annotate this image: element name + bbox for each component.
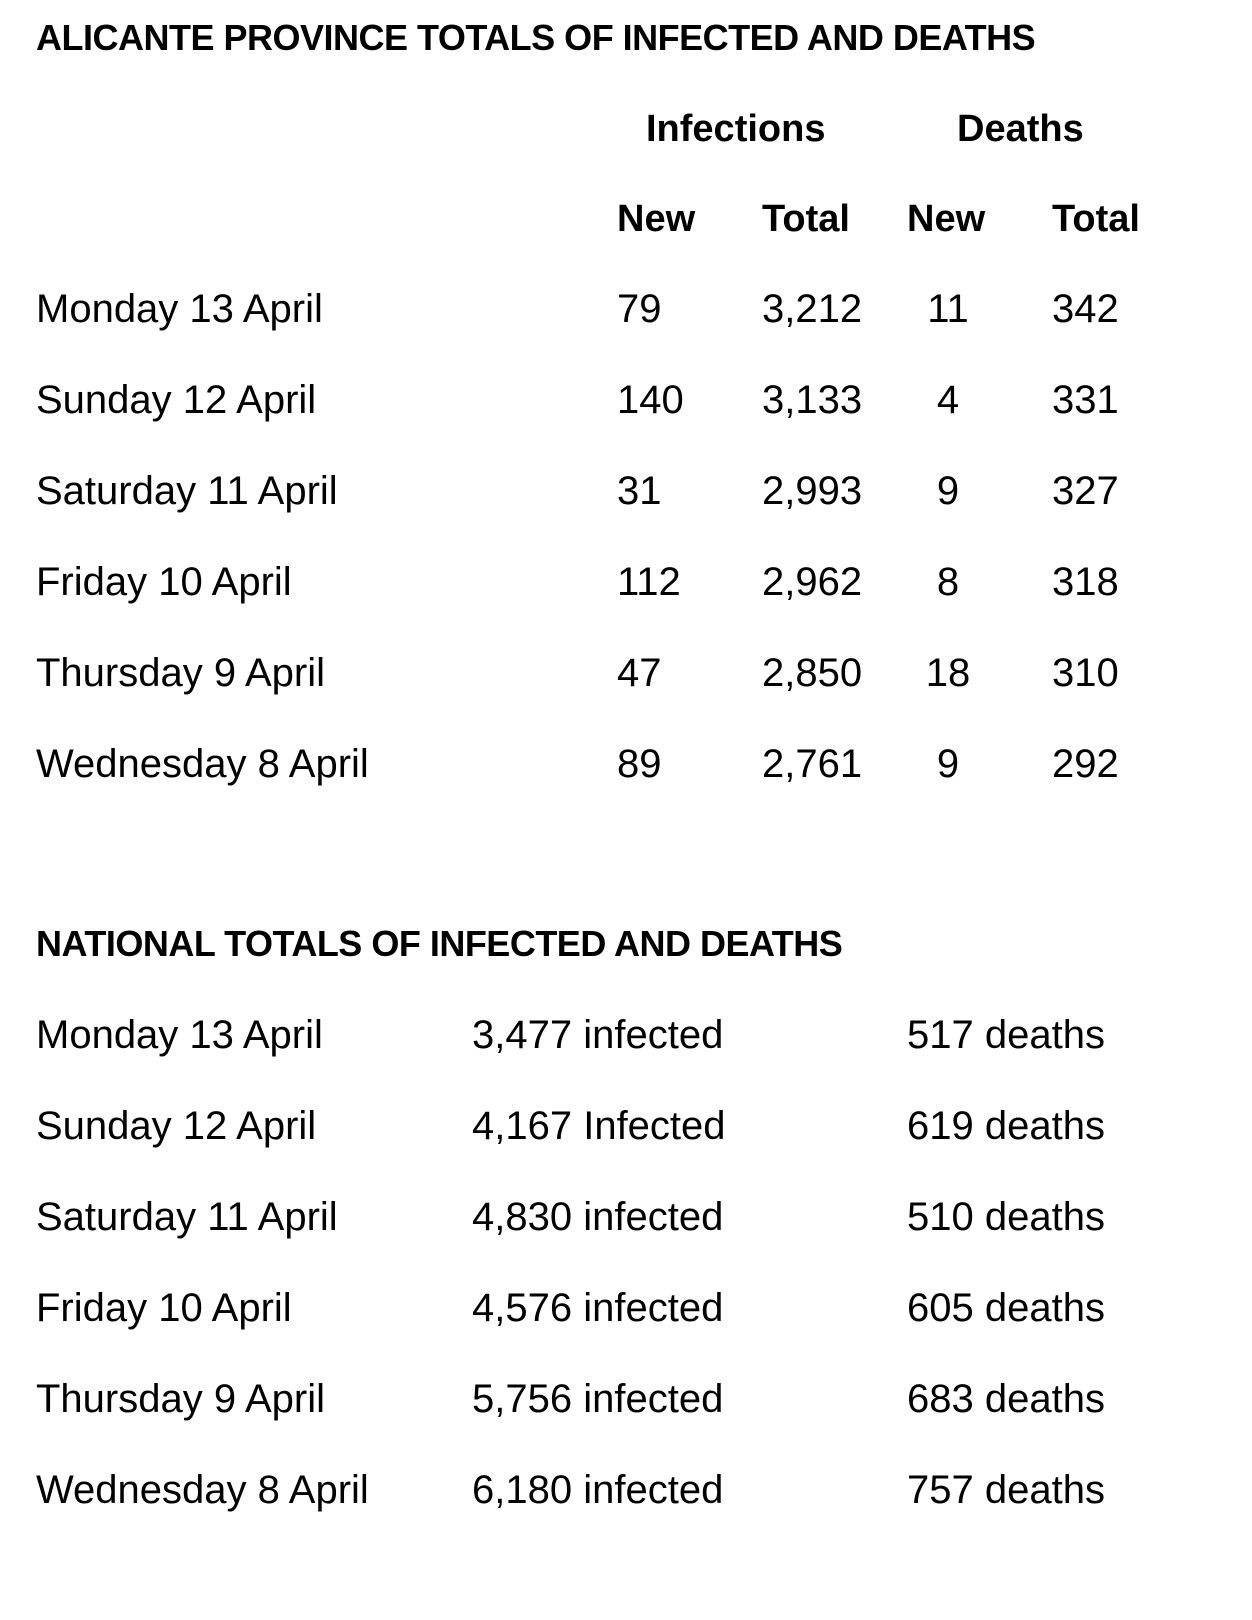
province-row-inf-total: 3,133 [762, 378, 863, 422]
deaths-total-header: Total [1052, 198, 1140, 240]
province-row-death-new: 9 [936, 742, 960, 786]
national-row-deaths: 510 deaths [907, 1195, 1105, 1239]
national-row-deaths: 683 deaths [907, 1377, 1105, 1421]
province-row-death-new: 8 [936, 560, 960, 604]
province-row-death-new: 11 [927, 287, 969, 331]
national-row-date: Sunday 12 April [36, 1104, 317, 1148]
national-row-deaths: 605 deaths [907, 1286, 1105, 1330]
province-row-death-new: 9 [936, 469, 960, 513]
deaths-new-header: New [907, 198, 986, 240]
province-row-date: Sunday 12 April [36, 378, 317, 422]
national-row-date: Saturday 11 April [36, 1195, 338, 1239]
province-row-inf-total: 2,761 [762, 742, 863, 786]
province-row-date: Saturday 11 April [36, 469, 338, 513]
national-row-infected: 4,576 infected [472, 1286, 724, 1330]
national-row-date: Thursday 9 April [36, 1377, 326, 1421]
national-row-date: Monday 13 April [36, 1013, 323, 1057]
deaths-group-header: Deaths [957, 108, 1084, 150]
national-row-infected: 4,830 infected [472, 1195, 724, 1239]
province-row-death-total: 327 [1052, 469, 1119, 513]
province-row-death-new: 18 [925, 651, 971, 695]
national-row-infected: 3,477 infected [472, 1013, 724, 1057]
province-row-death-total: 310 [1052, 651, 1119, 695]
province-row-date: Thursday 9 April [36, 651, 326, 695]
national-row-infected: 6,180 infected [472, 1468, 724, 1512]
province-row-death-total: 318 [1052, 560, 1119, 604]
national-row-deaths: 619 deaths [907, 1104, 1105, 1148]
province-row-inf-new: 31 [617, 469, 662, 513]
province-row-inf-total: 2,962 [762, 560, 863, 604]
infections-group-header: Infections [646, 108, 826, 150]
national-row-infected: 5,756 infected [472, 1377, 724, 1421]
infections-total-header: Total [762, 198, 850, 240]
province-row-death-new: 4 [936, 378, 960, 422]
province-row-inf-new: 47 [617, 651, 662, 695]
province-row-inf-total: 2,993 [762, 469, 863, 513]
province-row-inf-total: 3,212 [762, 287, 863, 331]
province-row-inf-new: 112 [617, 560, 681, 604]
province-row-inf-total: 2,850 [762, 651, 863, 695]
province-row-date: Monday 13 April [36, 287, 323, 331]
infections-new-header: New [617, 198, 696, 240]
province-row-death-total: 342 [1052, 287, 1119, 331]
province-title: ALICANTE PROVINCE TOTALS OF INFECTED AND DEATHS [36, 17, 1036, 58]
province-row-inf-new: 140 [617, 378, 684, 422]
national-row-deaths: 517 deaths [907, 1013, 1105, 1057]
province-row-death-total: 292 [1052, 742, 1119, 786]
province-row-inf-new: 89 [617, 742, 662, 786]
national-row-date: Wednesday 8 April [36, 1468, 369, 1512]
national-row-date: Friday 10 April [36, 1286, 292, 1330]
province-row-inf-new: 79 [617, 287, 662, 331]
national-title: NATIONAL TOTALS OF INFECTED AND DEATHS [36, 923, 843, 964]
national-row-deaths: 757 deaths [907, 1468, 1105, 1512]
province-row-date: Wednesday 8 April [36, 742, 369, 786]
province-row-date: Friday 10 April [36, 560, 292, 604]
national-row-infected: 4,167 Infected [472, 1104, 726, 1148]
province-row-death-total: 331 [1052, 378, 1119, 422]
